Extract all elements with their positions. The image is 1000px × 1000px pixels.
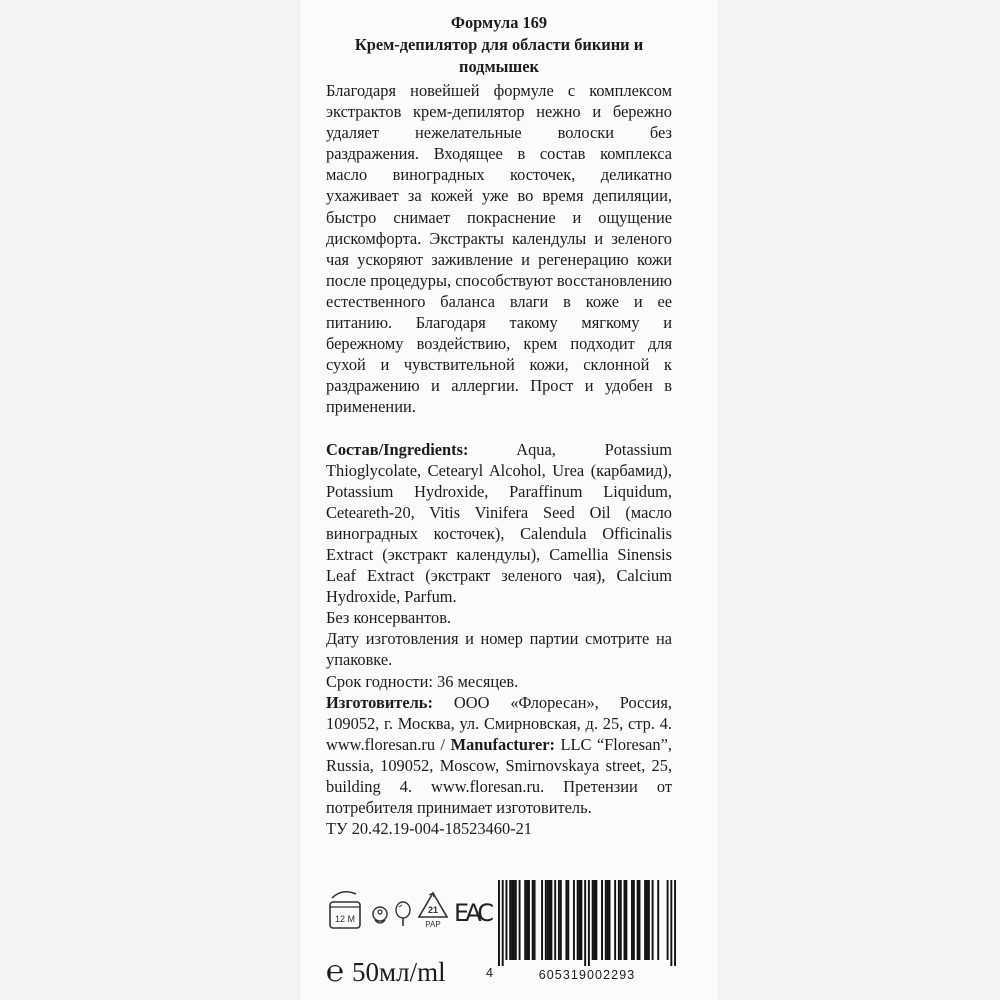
barcode-bar <box>534 880 536 960</box>
barcode-bar <box>637 880 639 960</box>
barcode-guard-bar <box>584 880 586 966</box>
barcode-bar <box>639 880 641 960</box>
label-text <box>326 12 672 839</box>
barcode-bar <box>667 880 669 960</box>
manufacturer-info <box>326 692 672 819</box>
barcode-bar <box>594 880 596 960</box>
product-title <box>326 12 672 78</box>
batch-info: Дату изготовления и номер партии смотрите на упаковке. <box>326 629 672 670</box>
recycle-material: PAP <box>425 920 441 929</box>
barcode-bar <box>558 880 560 960</box>
barcode-guard-bar <box>502 880 504 966</box>
no-preservatives: Без консервантов. <box>326 608 452 628</box>
barcode-bar <box>532 880 534 960</box>
manufacturer-text-ru: ООО «Флоресан», Россия, 109052, г. Москва, ул. Смирновская, д. 25, стр. 4. www.floresan.ru / <box>326 692 672 754</box>
barcode-bar <box>652 880 654 960</box>
manufacturer-label-ru: Изготовитель: <box>326 692 433 712</box>
barcode-bar <box>549 880 551 960</box>
product-description: Благодаря новейшей формуле с комплексом экстрактов крем-депилятор нежно и бережно удаляет нежелательные волоски без раздражения. Входящее в состав комплекса масло виноградных косточек, деликатно ухаживает за кожей уже во время депиляции, быстро снимает покраснение и ощущение дискомфорта. Экстракты календулы и зеленого чая ускоряют заживление и регенерацию кожи после процедуры, способствуют восстановлению естественного баланса влаги в коже и ее питанию. Благодаря такому мягкому и бережному воздействию, крем подходит для сухой и чувствительной кожи, склонной к раздражению и аллергии. Прост и удобен в применении. <box>326 81 672 417</box>
barcode-bar <box>565 880 567 960</box>
standard-code: ТУ 20.42.19-004-18523460-21 <box>326 819 532 839</box>
barcode-bar <box>560 880 562 960</box>
recycle-code: 21 <box>427 905 439 915</box>
barcode-digits: 605319002293 <box>538 968 636 982</box>
open-jar-icon <box>326 888 366 937</box>
manufacturer-text-en: LLC “Floresan”, Russia, 109052, Moscow, Smirnovskaya street, 25, building 4. www.floresan.ru. Претензии от потребителя принимает изготовитель. <box>326 734 672 818</box>
barcode-guard-bar <box>674 880 676 966</box>
estimated-sign: ℮ <box>326 955 345 988</box>
barcode-bar <box>609 880 611 960</box>
barcode-guard-bar <box>670 880 672 966</box>
barcode-bars <box>498 880 676 966</box>
volume <box>326 956 446 988</box>
barcode-bar <box>646 880 648 960</box>
barcode-bar <box>605 880 607 960</box>
barcode-bar <box>515 880 517 960</box>
barcode-bar <box>592 880 594 960</box>
barcode-bar <box>547 880 549 960</box>
barcode-bar <box>614 880 616 960</box>
barcode-guard-bar <box>498 880 500 966</box>
eco-hand-icon <box>370 904 390 933</box>
barcode-bar <box>607 880 609 960</box>
title-line-2: Крем-депилятор для области бикини и <box>354 35 644 54</box>
ingredients <box>326 439 672 608</box>
barcode-bar <box>644 880 646 960</box>
barcode <box>498 880 688 990</box>
ingredients-text: Aqua, Potassium Thioglycolate, Cetearyl Alcohol, Urea (карбамид), Potassium Hydroxide, Paraffinum Liquidum, Ceteareth-20, Vitis Vinifera Seed Oil (масло виноградных косточек), Calendula Officinalis Extract (экстракт календулы), Camellia Sinensis Leaf Extract (экстракт зеленого чая), Calcium Hydroxide, Parfum. <box>326 439 672 607</box>
barcode-first-digit: 4 <box>486 966 493 980</box>
barcode-bar <box>511 880 513 960</box>
volume-text: 50мл/ml <box>352 957 446 987</box>
ingredients-label: Состав/Ingredients: <box>326 439 469 459</box>
barcode-bar <box>526 880 528 960</box>
barcode-bar <box>601 880 603 960</box>
barcode-bar <box>550 880 552 960</box>
barcode-bar <box>620 880 622 960</box>
barcode-bar <box>631 880 633 960</box>
title-line-3: подмышек <box>459 57 539 76</box>
barcode-bar <box>625 880 627 960</box>
eac-mark <box>454 898 496 931</box>
barcode-bar <box>579 880 581 960</box>
barcode-guard-bar <box>588 880 590 966</box>
barcode-bar <box>580 880 582 960</box>
barcode-bar <box>573 880 575 960</box>
barcode-bar <box>618 880 620 960</box>
barcode-bar <box>577 880 579 960</box>
pao-label: 12 M <box>334 914 356 924</box>
shelf-life: Срок годности: 36 месяцев. <box>326 671 519 691</box>
mirror-icon <box>392 900 414 933</box>
barcode-bar <box>648 880 650 960</box>
barcode-bar <box>513 880 515 960</box>
barcode-bar <box>519 880 521 960</box>
manufacturer-label-en: Manufacturer: <box>450 734 555 754</box>
certification-icons <box>326 888 496 938</box>
barcode-bar <box>505 880 507 960</box>
barcode-bar <box>624 880 626 960</box>
barcode-bar <box>509 880 511 960</box>
barcode-bar <box>541 880 543 960</box>
barcode-bar <box>524 880 526 960</box>
eac-label: EAC <box>454 899 494 926</box>
barcode-bar <box>545 880 547 960</box>
barcode-bar <box>595 880 597 960</box>
barcode-bar <box>567 880 569 960</box>
title-line-1: Формула 169 <box>450 13 548 32</box>
recycle-icon <box>416 890 450 935</box>
barcode-bar <box>657 880 659 960</box>
barcode-bar <box>528 880 530 960</box>
barcode-bar <box>554 880 556 960</box>
barcode-bar <box>633 880 635 960</box>
